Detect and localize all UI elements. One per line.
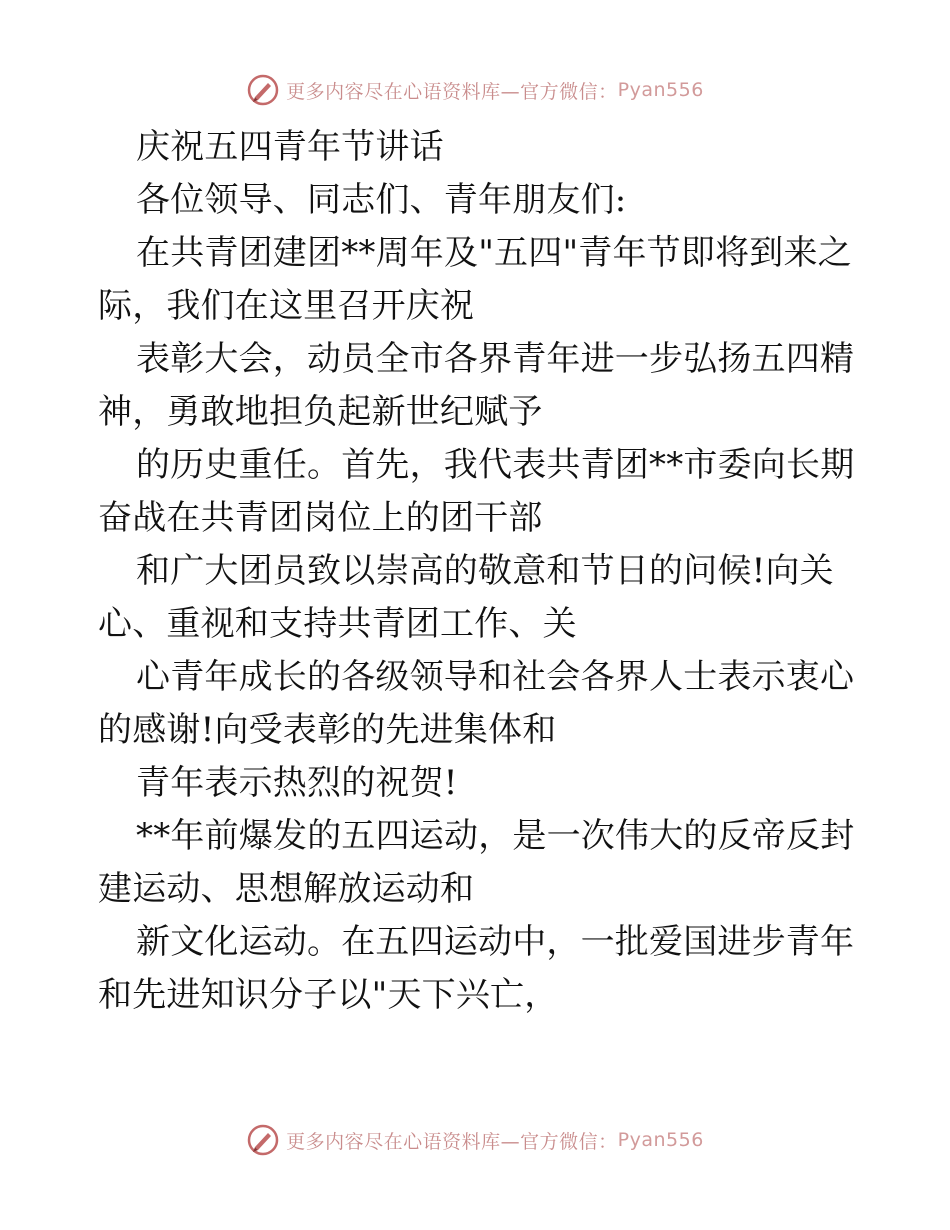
- doc-line: **年前爆发的五四运动，是一次伟大的反帝反封: [136, 816, 855, 856]
- doc-title: 庆祝五四青年节讲话: [136, 127, 444, 167]
- doc-line: 青年表示热烈的祝贺!: [136, 763, 458, 803]
- doc-line: 奋战在共青团岗位上的团干部: [98, 498, 543, 538]
- doc-line: 在共青团建团**周年及"五四"青年节即将到来之: [136, 233, 852, 273]
- doc-line: 心青年成长的各级领导和社会各界人士表示衷心: [136, 657, 855, 697]
- doc-line: 表彰大会，动员全市各界青年进一步弘扬五四精: [136, 339, 855, 379]
- document-body: [98, 121, 858, 1022]
- header-watermark: [0, 70, 950, 110]
- pen-logo-icon: [246, 1123, 280, 1157]
- watermark-text: 更多内容尽在心语资料库—官方微信：: [286, 80, 618, 103]
- doc-line: 心、重视和支持共青团工作、关: [98, 604, 577, 644]
- doc-line: 建运动、思想解放运动和: [98, 869, 475, 909]
- watermark-account: Pyan556: [617, 1129, 704, 1151]
- watermark-text: 更多内容尽在心语资料库—官方微信：: [286, 1130, 618, 1153]
- doc-line: 的历史重任。首先，我代表共青团**市委向长期: [136, 445, 855, 485]
- doc-line: 和广大团员致以崇高的敬意和节日的问候!向关: [136, 551, 834, 591]
- doc-line: 神，勇敢地担负起新世纪赋予: [98, 392, 543, 432]
- doc-line: 的感谢!向受表彰的先进集体和: [98, 710, 557, 750]
- pen-logo-icon: [246, 73, 280, 107]
- doc-line: 各位领导、同志们、青年朋友们:: [136, 180, 627, 220]
- watermark-account: Pyan556: [617, 79, 704, 101]
- doc-line: 际，我们在这里召开庆祝: [98, 286, 475, 326]
- footer-watermark: [0, 1120, 950, 1160]
- doc-line: 新文化运动。在五四运动中，一批爱国进步青年: [136, 922, 855, 962]
- doc-line: 和先进知识分子以"天下兴亡，: [98, 975, 559, 1015]
